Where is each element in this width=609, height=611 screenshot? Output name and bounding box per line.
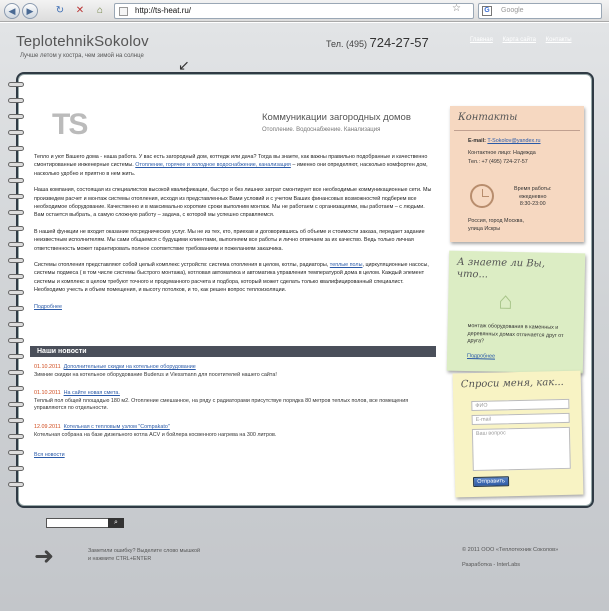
header-phone xyxy=(326,35,429,50)
did-you-know-text: монтаж оборудования в каменных и деревянных домах отличается друг от друга? xyxy=(467,322,564,345)
contacts-title: Контакты xyxy=(458,112,518,123)
divider xyxy=(454,130,580,131)
news-date: 01.10.2011 xyxy=(34,390,61,396)
ask-me-note xyxy=(453,371,584,498)
work-hours: Время работы: ежедневно 8:30-23:00 xyxy=(514,186,552,207)
news-date: 01.10.2011 xyxy=(34,364,61,370)
error-report-hint: Заметили ошибку? Выделите слово мышкой и нажмите CTRL+ENTER xyxy=(88,548,200,562)
paragraph-4: Системы отопления представляют собой целый комплекс устройств: система отопления в целом, котлы, радиаторы, теплые полы, циркуляционные насосы, системы подмеса ( в том числе системы быстрого монтажа), котловая автоматика и автоматика управления температурой дома в целом. Каждый элемент системы и комплекс в целом требуют точного и продуманного расчета и подбора, который может сделать только квалифицированный специалист. Необходимо учесть и объем помещения, и высоту потолков, и то, как решен вопрос теплоизоляции. xyxy=(34,262,429,294)
reload-icon[interactable]: ↻ xyxy=(55,5,65,16)
developer-link[interactable]: Разработка - InterLabs xyxy=(462,562,521,568)
top-links xyxy=(470,37,580,43)
contact-email xyxy=(468,138,541,144)
house-icon: ⌂ xyxy=(497,287,514,315)
did-you-know-title: А знаете ли Вы, что... xyxy=(456,256,546,281)
page-title: Коммуникации загородных домов xyxy=(262,112,411,123)
stop-icon[interactable]: ✕ xyxy=(75,5,85,16)
contacts-note xyxy=(450,106,584,242)
news-title-link[interactable]: На сайте новая смета. xyxy=(63,390,120,396)
clock-icon xyxy=(470,184,494,208)
page-subtitle: Отопление. Водоснабжение. Канализация xyxy=(262,127,381,133)
search-box[interactable] xyxy=(478,3,602,19)
arrow-decoration-icon: ↙ xyxy=(178,57,190,73)
all-news-link[interactable]: Вся новости xyxy=(34,452,65,458)
address-bar[interactable] xyxy=(114,3,474,19)
ask-title: Спроси меня, как... xyxy=(460,376,564,391)
email-link[interactable]: T-Sokolov@yandex.ru xyxy=(487,138,541,144)
top-link-home[interactable]: Главная xyxy=(470,37,493,43)
back-icon[interactable]: ◀ xyxy=(4,3,20,19)
news-title-link[interactable]: Дополнительные скидки на котельное оборудование xyxy=(63,364,196,370)
site-tagline: Лучше летом у костра, чем зимой на солнце xyxy=(20,53,144,59)
forward-icon[interactable]: ▶ xyxy=(22,3,38,19)
main-text xyxy=(34,153,436,311)
copyright: © 2011 ООО «Теплотехник Соколов» xyxy=(462,547,559,553)
news-item xyxy=(34,390,434,413)
link-utilities[interactable]: Отопление, горячее и холодное водоснабжение, канализация xyxy=(135,162,291,169)
favicon-icon xyxy=(119,7,128,16)
top-link-contacts[interactable]: Контакты xyxy=(545,37,572,43)
top-link-sitemap[interactable]: Карта сайта xyxy=(502,37,536,43)
more-link[interactable]: Подробнее xyxy=(34,303,62,310)
news-item xyxy=(34,424,434,439)
email-label: E-mail: xyxy=(468,138,486,144)
home-icon[interactable]: ⌂ xyxy=(96,5,104,16)
paragraph-2: Наша компания, состоящая из специалистов высокой квалификации, быстро и без лишних затрат смонтирует все необходимые коммуникационные сети. Мы произведем расчет и монтаж системы отопления, исходя из представленных Вами условий и с учетом Ваших финансовых возможностей подберем все необходимое оборудование. Качественно и в максимально короткие сроки выполним монтаж. Мы не работаем с организациями, мы работаем – с людьми. Вам остается выбрать, а самую сложную работу – задача, с которой мы успешно справляемся. xyxy=(34,187,432,219)
news-title-link[interactable]: Котельная с тепловым узлом "Compakato" xyxy=(63,424,170,430)
name-field[interactable]: ФИО xyxy=(471,399,569,411)
send-button[interactable]: Отправить xyxy=(473,476,509,487)
site-logo[interactable]: TeplotehnikSokolov xyxy=(16,33,149,50)
ts-logo-mark: TS xyxy=(52,108,87,141)
link-warm-floors[interactable]: теплые полы xyxy=(329,262,363,269)
question-field[interactable]: Ваш вопрос xyxy=(472,427,571,471)
news-text: Котельная собрана на базе дизельного котла ACV и бойлера косвенного нагрева на 300 литров. xyxy=(34,431,277,438)
contact-tel: Тел.: +7 (495) 724-27-57 xyxy=(468,159,528,165)
spiral-binding xyxy=(8,82,24,502)
did-you-know-more-link[interactable]: Подробнее xyxy=(467,352,496,360)
paragraph-1: Тепло и уют Вашего дома - наша работа. У вас есть загородный дом, коттедж или дача? Тогда вы знаете, как важны правильно подобранные и качественно смонтированные инженерные системы. Отопление, горячее и холодное водоснабжение, канализация – именно они определяют, насколько комфортен дом, насколько удобно и приятно в нем жить. xyxy=(34,154,428,177)
bookmark-star-icon[interactable]: ☆ xyxy=(452,3,461,14)
news-date: 12.09.2011 xyxy=(34,424,61,430)
search-placeholder: Google xyxy=(501,7,524,14)
news-heading: Наши новости xyxy=(30,346,436,357)
address-url: http://ts-heat.ru/ xyxy=(135,6,192,15)
paragraph-3: В нашей функции не входит оказание посреднических услуг. Мы не из тех, кто, приехав и договорившись об объеме и стоимости заказа, передает задание неизвестным исполнителям. Мы сами общаемся с будущими клиентами, выполняем все работы и лично отвечаем за их качество. Ведь только личная ответственность может гарантировать полное соответствие требованиям и пожеланиям заказчика. xyxy=(34,228,425,252)
did-you-know-note xyxy=(447,251,585,374)
phone-prefix: Тел. (495) xyxy=(326,39,367,49)
footer-search-icon[interactable]: ⌕ xyxy=(108,518,124,528)
news-text: Теплый пол общей площадью 180 м2. Отопление смешанное, на ряду с радиаторами присутствуе порядка 80 метров теплых полов, все помещения управляются по отдельности. xyxy=(34,397,409,412)
phone-number: 724-27-57 xyxy=(369,35,429,50)
arrow-footer-icon: ➜ xyxy=(34,543,55,570)
email-field[interactable]: E-mail xyxy=(472,413,570,425)
address: Россия, город Москва, улица Искры xyxy=(468,218,524,232)
browser-toolbar xyxy=(0,0,609,22)
news-item xyxy=(34,364,434,379)
contact-person: Контактное лицо: Надежда xyxy=(468,150,536,156)
google-icon[interactable]: G xyxy=(482,6,492,16)
news-text: Зимние скидки на котельное оборудование Buderus и Viessmann для посетителей нашего сайта! xyxy=(34,371,277,378)
